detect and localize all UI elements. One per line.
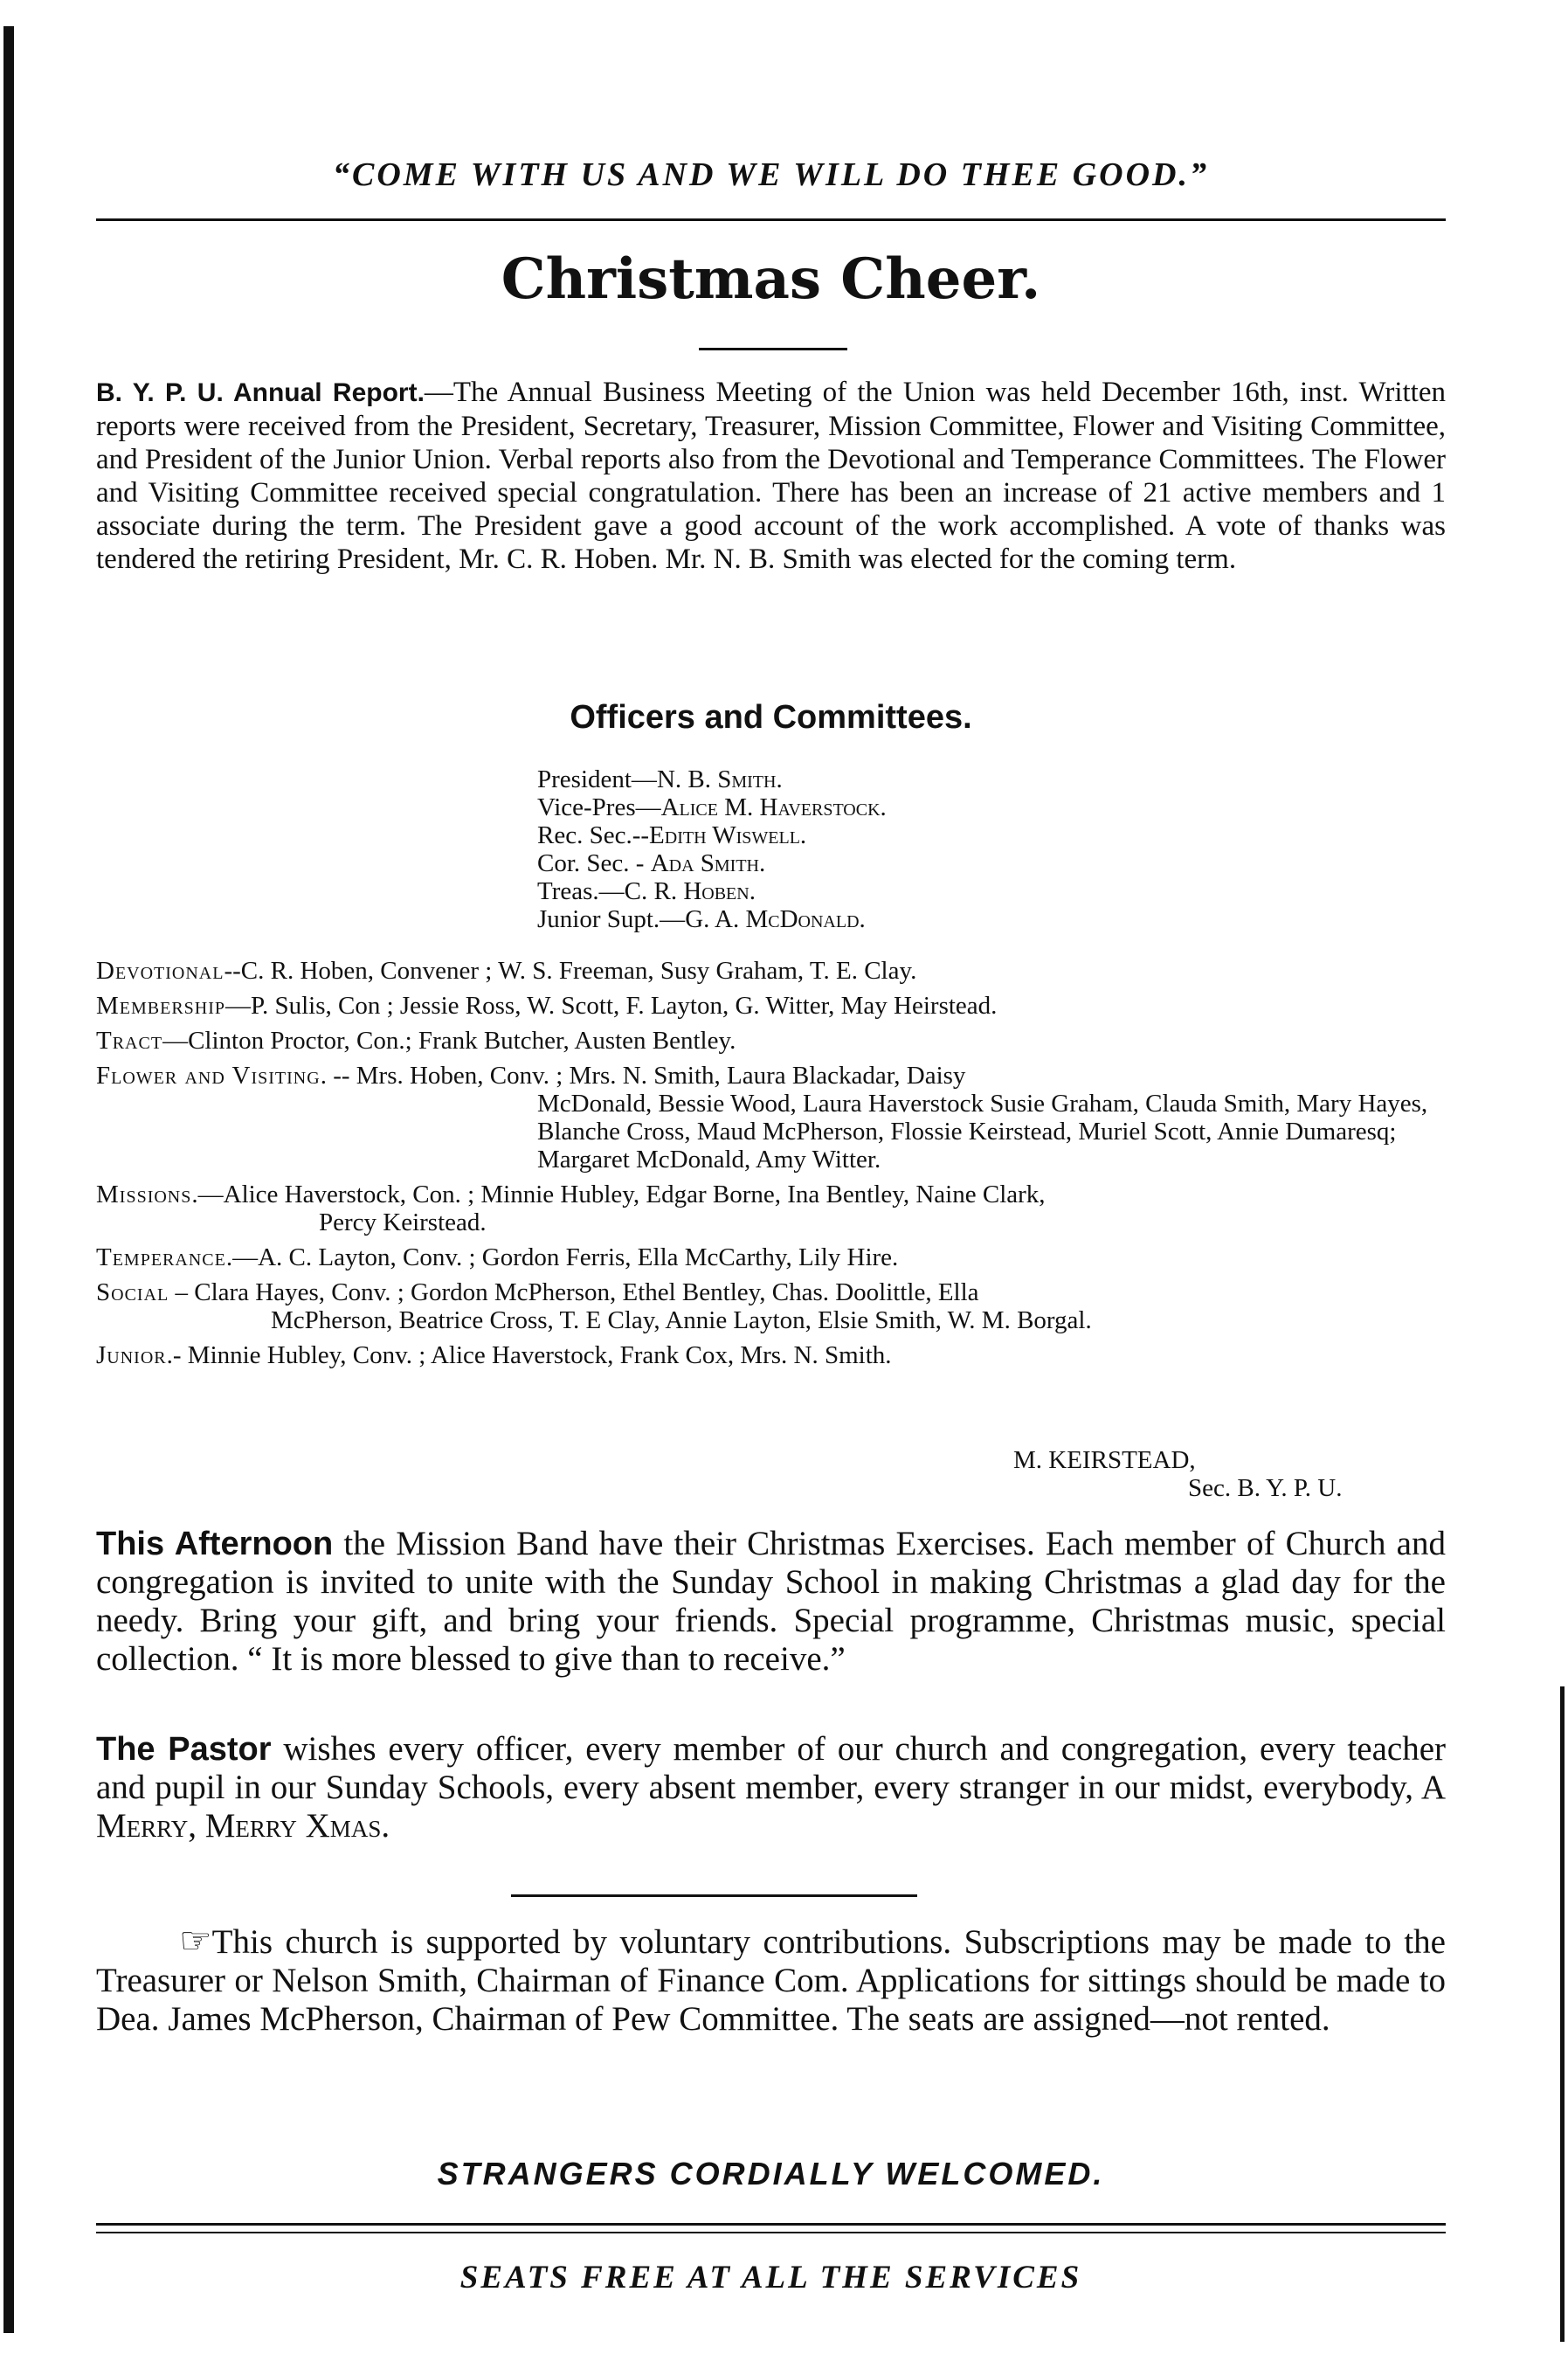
officer-row: President—N. B. Smith. [537,765,783,793]
pastor-closing: Merry, Merry Xmas. [96,1807,390,1845]
committee-devotional: Devotional--C. R. Hoben, Convener ; W. S. Freeman, Susy Graham, T. E. Clay. [96,957,917,985]
secretary-signature [1013,1446,1433,1502]
page-title: Christmas Cheer. [501,246,1041,312]
pastor-notice [96,1730,1446,1845]
officers-list [537,765,1149,933]
committee-missions: Missions.—Alice Haverstock, Con. ; Minnie Hubley, Edgar Borne, Ina Bentley, Naine Clark, Percy Keirstead. [96,1181,1046,1236]
afternoon-notice [96,1525,1446,1679]
signature-name: M. KEIRSTEAD, [1013,1446,1196,1474]
pastor-lead: The Pastor [96,1731,272,1768]
annual-report [96,376,1446,576]
officer-row: Cor. Sec. - Ada Smith. [537,849,766,877]
officer-row: Treas.—C. R. Hoben. [537,877,756,905]
strangers-welcome: STRANGERS CORDIALLY WELCOMED. [437,2156,1105,2191]
page-edge-right [1560,1686,1565,2342]
bottom-motto: SEATS FREE AT ALL THE SERVICES [459,2260,1082,2295]
page-edge-left [3,26,14,2333]
committee-temperance: Temperance.—A. C. Layton, Conv. ; Gordon Ferris, Ella McCarthy, Lily Hire. [96,1243,899,1271]
bottom-rule-2 [96,2232,1446,2233]
top-motto: “COME WITH US AND WE WILL DO THEE GOOD.” [333,156,1209,193]
officer-row: Junior Supt.—G. A. McDonald. [537,905,866,933]
committee-membership: Membership—P. Sulis, Con ; Jessie Ross, W. Scott, F. Layton, G. Witter, May Heirstead. [96,992,998,1020]
support-notice [96,1922,1446,2039]
support-text: This church is supported by voluntary contributions. Subscriptions may be made to the Treasurer or Nelson Smith, Chairman of Finance Com. Applications for sittings should be made to Dea. James McPherson, Chairman of Pew Committee. The seats are assigned—not rented. [96,1923,1446,2038]
officer-row: Rec. Sec.--Edith Wiswell. [537,821,807,849]
afternoon-lead: This Afternoon [96,1526,334,1562]
committee-social: Social – Clara Hayes, Conv. ; Gordon McPherson, Ethel Bentley, Chas. Doolittle, Ella McPherson, Beatrice Cross, T. E Clay, Annie Layton, Elsie Smith, W. M. Borgal. [96,1278,1092,1334]
section-rule [511,1894,917,1897]
committee-flower-visiting: Flower and Visiting. -- Mrs. Hoben, Conv. ; Mrs. N. Smith, Laura Blackadar, Daisy McDonald, Bessie Wood, Laura Haverstock Susie Graham, Clauda Smith, Mary Hayes, Blanche Cross, Maud McPherson, Flossie Keirstead, Muriel Scott, Annie Dumaresq; Margaret McDonald, Amy Witter. [96,1062,1428,1174]
report-lead: B. Y. P. U. Annual Report. [96,378,425,407]
afternoon-text: the Mission Band have their Christmas Exercises. Each member of Church and congregation is invited to unite with the Sunday School in making Christmas a glad day for the needy. Bring your gift, and bring your friends. Special programme, Christmas music, special collection. “ It is more blessed to give than to receive.” [96,1525,1446,1678]
pointing-hand-icon: ☞ [179,1921,212,1962]
committees-list [96,957,1446,1376]
committee-tract: Tract—Clinton Proctor, Con.; Frank Butcher, Austen Bentley. [96,1027,736,1055]
committee-junior: Junior.- Minnie Hubley, Conv. ; Alice Haverstock, Frank Cox, Mrs. N. Smith. [96,1341,892,1369]
report-text: —The Annual Business Meeting of the Union was held December 16th, inst. Written reports were received from the President, Secretary, Treasurer, Mission Committee, Flower and Visiting Committee, and President of the Junior Union. Verbal reports also from the Devotional and Temperance Committees. The Flower and Visiting Committee received special congratulation. There has been an increase of 21 active members and 1 associate during the term. The President gave a good account of the work accomplished. A vote of thanks was tendered the retiring President, Mr. C. R. Hoben. Mr. N. B. Smith was elected for the coming term. [96,377,1446,575]
signature-role: Sec. B. Y. P. U. [1188,1474,1343,1502]
officers-heading: Officers and Committees. [570,699,972,736]
officer-row: Vice-Pres—Alice M. Haverstock. [537,793,887,821]
top-rule [96,218,1446,221]
title-rule [699,348,847,350]
bottom-rule-1 [96,2223,1446,2226]
pastor-text: wishes every officer, every member of our church and congregation, every teacher and pupil in our Sunday Schools, every absent member, every stranger in our midst, everybody, A [96,1730,1446,1806]
